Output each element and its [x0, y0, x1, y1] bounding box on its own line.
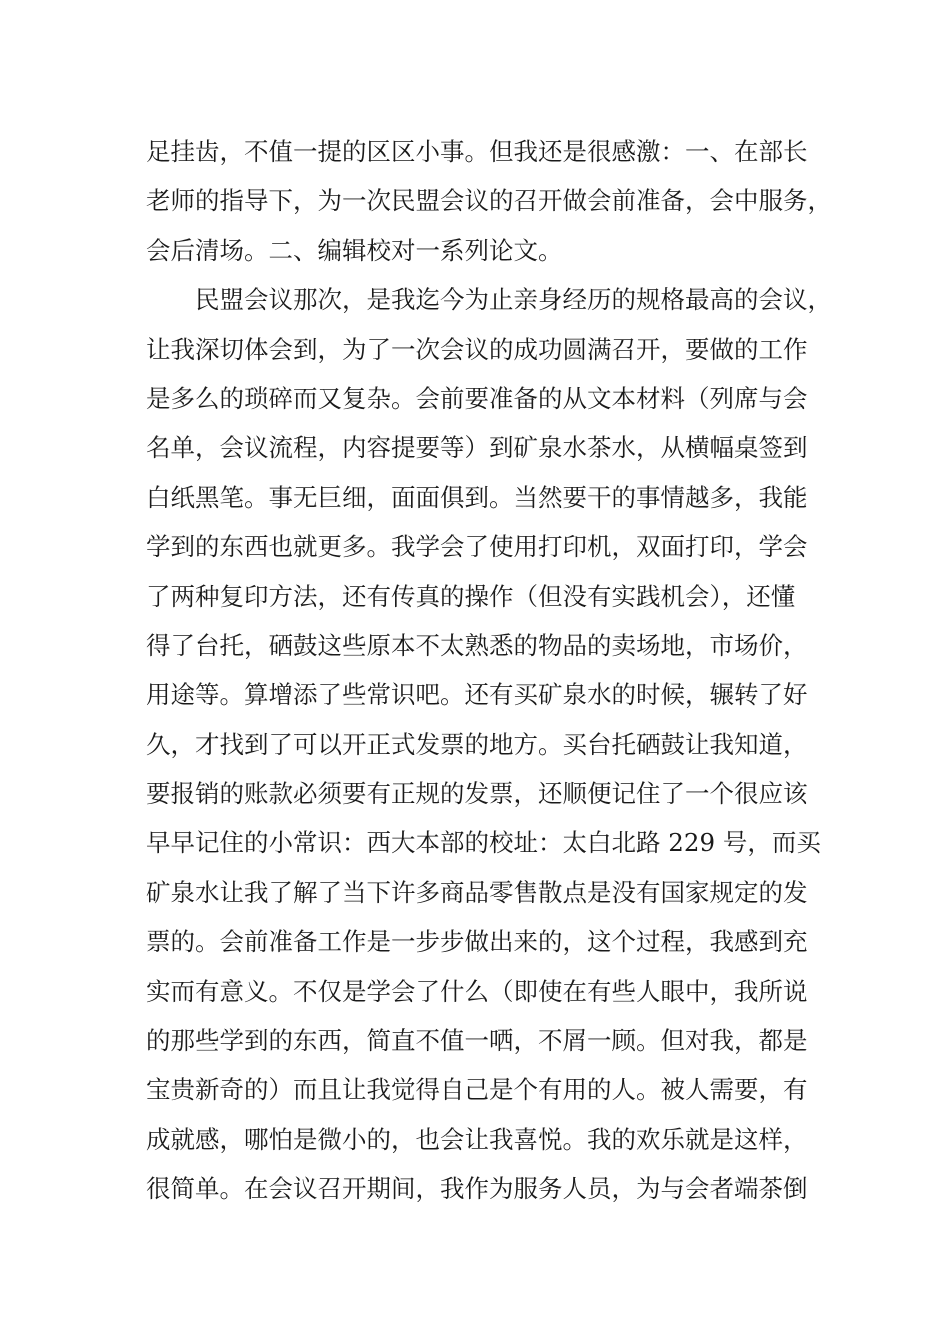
text-line: 是多么的琐碎而又复杂。会前要准备的从文本材料（列席与会	[146, 383, 808, 413]
text-line: 要报销的账款必须要有正规的发票，还顺便记住了一个很应该	[146, 779, 808, 809]
text-line: 的那些学到的东西，简直不值一哂，不屑一顾。但对我，都是	[146, 1026, 808, 1056]
text-line: 白纸黑笔。事无巨细，面面俱到。当然要干的事情越多，我能	[146, 482, 808, 512]
text-line: 宝贵新奇的）而且让我觉得自己是个有用的人。被人需要，有	[146, 1075, 808, 1105]
text-line: 久，才找到了可以开正式发票的地方。买台托硒鼓让我知道，	[146, 729, 808, 759]
text-line: 会后清场。二、编辑校对一系列论文。	[146, 235, 563, 265]
text-line: 用途等。算增添了些常识吧。还有买矿泉水的时候，辗转了好	[146, 680, 808, 710]
text-line: 了两种复印方法，还有传真的操作（但没有实践机会），还懂	[146, 581, 796, 611]
text-line: 票的。会前准备工作是一步步做出来的，这个过程，我感到充	[146, 927, 808, 957]
text-line: 矿泉水让我了解了当下许多商品零售散点是没有国家规定的发	[146, 877, 808, 907]
text-line: 让我深切体会到，为了一次会议的成功圆满召开，要做的工作	[146, 334, 808, 364]
text-line: 老师的指导下，为一次民盟会议的召开做会前准备，会中服务，	[146, 186, 832, 216]
text-line: 早早记住的小常识：西大本部的校址：太白北路 229 号，而买	[146, 828, 821, 858]
text-line: 得了台托，硒鼓这些原本不太熟悉的物品的卖场地，市场价，	[146, 630, 808, 660]
text-line: 足挂齿，不值一提的区区小事。但我还是很感激：一、在部长	[146, 137, 808, 166]
paragraph-first-line: 民盟会议那次，是我迄今为止亲身经历的规格最高的会议，	[195, 285, 832, 315]
body-text	[146, 127, 846, 1214]
text-line: 实而有意义。不仅是学会了什么（即使在有些人眼中，我所说	[146, 976, 808, 1006]
text-line: 成就感，哪怕是微小的，也会让我喜悦。我的欢乐就是这样，	[146, 1124, 808, 1154]
text-line: 名单，会议流程，内容提要等）到矿泉水茶水，从横幅桌签到	[146, 433, 808, 463]
text-line: 很简单。在会议召开期间，我作为服务人员，为与会者端茶倒	[146, 1174, 808, 1204]
text-line: 学到的东西也就更多。我学会了使用打印机，双面打印，学会	[146, 532, 808, 562]
